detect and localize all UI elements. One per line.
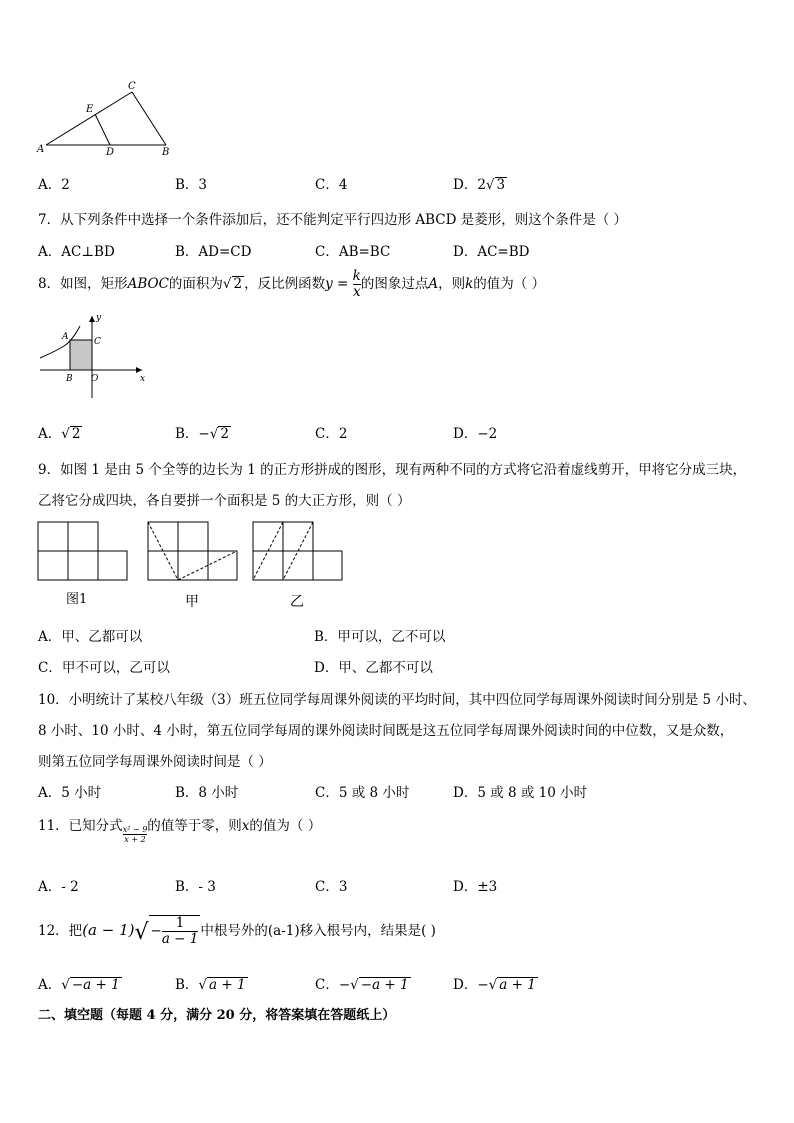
q11-stem-part: 的值为（ ）: [249, 818, 322, 834]
q12-option-b[interactable]: [175, 973, 248, 993]
label-C: C: [94, 337, 101, 347]
q11-fraction: [123, 826, 148, 844]
q12-option-d-label: D．−: [453, 977, 489, 993]
q11-option-c[interactable]: C．3: [315, 879, 348, 895]
q8-option-b-radicand: 2: [220, 426, 229, 442]
q8-stem-part: 的值为（ ）: [473, 276, 546, 292]
sqrt-icon: √: [61, 426, 70, 442]
q12-rad-den: a − 1: [161, 930, 199, 947]
section-2-heading: 二、填空题（每题 4 分，满分 20 分，将答案填在答题纸上）: [38, 1008, 396, 1023]
q8-equals: =: [332, 276, 353, 292]
q12-option-b-radicand: a + 1: [209, 977, 246, 993]
q8-stem-part: ，则: [438, 276, 466, 292]
q6-option-d[interactable]: [453, 173, 507, 193]
q6-option-a[interactable]: A．2: [38, 177, 70, 193]
figure-yi-label: 乙: [290, 594, 304, 610]
label-O: O: [91, 374, 99, 384]
q7-option-c[interactable]: C．AB=BC: [315, 244, 391, 260]
q12-rad-minus: −: [150, 923, 162, 939]
q10-option-a[interactable]: A．5 小时: [38, 785, 102, 801]
q12-option-c-label: C．−: [315, 977, 351, 993]
q9-option-b[interactable]: B．甲可以，乙不可以: [314, 629, 446, 645]
q8-option-c[interactable]: C．2: [315, 426, 348, 442]
q12-radicand: [149, 915, 201, 946]
q8-stem-part: 8．如图，矩形: [38, 276, 128, 292]
q12-stem: [38, 915, 436, 946]
q11-option-d[interactable]: D．±3: [453, 879, 498, 895]
label-C: C: [128, 81, 136, 92]
q12-option-d-radicand: a + 1: [499, 977, 536, 993]
figure-1-label: 图1: [66, 592, 88, 607]
q12-option-c[interactable]: [315, 973, 411, 993]
q6-option-d-label: D．2: [453, 177, 486, 193]
q8-point-a: A: [428, 276, 439, 292]
q7-option-b[interactable]: B．AD=CD: [175, 244, 252, 260]
label-D: D: [106, 147, 115, 158]
q6-option-b[interactable]: B．3: [175, 177, 208, 193]
q8-option-b-label: B．−: [175, 426, 210, 442]
q11-stem-part: 的值等于零，则: [147, 818, 242, 834]
q9-option-c[interactable]: C．甲不可以，乙可以: [38, 660, 170, 676]
label-y: y: [96, 313, 102, 323]
label-A: A: [62, 332, 69, 342]
q8-k-var: k: [465, 276, 474, 292]
q12-factor: (a − 1): [82, 921, 135, 939]
label-B: B: [162, 147, 170, 158]
sqrt-icon: √: [488, 977, 498, 993]
q9-option-a[interactable]: A．甲、乙都可以: [38, 629, 143, 645]
q8-area-value: 2: [233, 276, 243, 292]
q9-option-d[interactable]: D．甲、乙都不可以: [314, 660, 433, 676]
q7-option-a[interactable]: A．AC⊥BD: [38, 244, 115, 260]
q8-stem-part: ，反比例函数: [244, 276, 326, 292]
q8-option-a-radicand: 2: [71, 426, 81, 442]
q11-stem: [38, 814, 321, 844]
q11-frac-num: x² − 9: [122, 825, 148, 834]
q10-option-b[interactable]: B．8 小时: [175, 785, 239, 801]
sqrt-icon: √: [61, 977, 70, 993]
q12-option-b-label: B．: [175, 977, 199, 993]
q12-option-c-radicand: −a + 1: [360, 977, 409, 993]
sqrt-icon: √: [134, 920, 149, 945]
q11-option-a[interactable]: A．- 2: [38, 879, 79, 895]
q7-option-d[interactable]: D．AC=BD: [453, 244, 530, 260]
q12-stem-part: 12．把: [38, 923, 83, 939]
q11-x-var: x: [241, 818, 250, 834]
q9-stem-line2: 乙将它分成四块，各自要拼一个面积是 5 的大正方形，则（ ）: [38, 493, 411, 509]
sqrt-icon: √: [222, 276, 232, 292]
q10-option-c[interactable]: C．5 或 8 小时: [315, 785, 410, 801]
q8-frac-den: x: [352, 283, 361, 300]
q11-stem-part: 11．已知分式: [38, 818, 123, 834]
q12-option-a-radicand: −a + 1: [71, 977, 120, 993]
q12-stem-part: 中根号外的(a-1)移入根号内，结果是( ): [200, 923, 436, 939]
q12-option-d[interactable]: [453, 973, 538, 993]
sqrt-icon: √: [350, 977, 359, 993]
q10-stem-line1: 10．小明统计了某校八年级（3）班五位同学每周课外阅读的平均时间，其中四位同学每周课外阅读时间分别是 5 小时、: [38, 692, 756, 708]
q6-option-d-radicand: 3: [496, 177, 506, 193]
q12-option-a[interactable]: [38, 973, 122, 993]
q10-option-d[interactable]: D．5 或 8 或 10 小时: [453, 785, 588, 801]
q8-stem-part: 的图象过点: [360, 276, 429, 292]
q7-stem: 7．从下列条件中选择一个条件添加后，还不能判定平行四边形 ABCD 是菱形，则这个条件是（ ）: [38, 212, 628, 228]
q8-stem-part: 的面积为: [168, 276, 223, 292]
q11-frac-den: x + 2: [124, 835, 146, 844]
q9-stem-line1: 9．如图 1 是由 5 个全等的边长为 1 的正方形拼成的图形，现有两种不同的方式将它沿着虚线剪开，甲将它分成三块，: [38, 462, 747, 478]
q8-rect-name: ABOC: [127, 276, 169, 292]
q12-rad-fraction: [162, 917, 199, 946]
q6-option-c[interactable]: C．4: [315, 177, 348, 193]
q12-rad-num: 1: [175, 915, 185, 931]
sqrt-icon: √: [198, 977, 208, 993]
label-B: B: [66, 374, 73, 384]
q10-stem-line3: 则第五位同学每周课外阅读时间是（ ）: [38, 754, 272, 770]
q10-stem-line2: 8 小时、10 小时、4 小时，第五位同学每周的课外阅读时间既是这五位同学每周课外阅读时间的中位数，又是众数，: [38, 723, 734, 739]
q12-option-a-label: A．: [38, 977, 62, 993]
q8-option-d[interactable]: D．−2: [453, 426, 498, 442]
q8-y-var: y: [325, 276, 333, 292]
q8-option-a-label: A．: [38, 426, 62, 442]
sqrt-icon: √: [209, 426, 219, 442]
figure-jia-label: 甲: [185, 594, 199, 610]
q8-frac-num: k: [352, 268, 361, 284]
square-figures: [0, 0, 360, 620]
sqrt-icon: √: [485, 177, 495, 193]
label-E: E: [86, 104, 94, 115]
label-x: x: [140, 374, 146, 384]
label-A: A: [37, 144, 45, 155]
q11-option-b[interactable]: B．- 3: [175, 879, 216, 895]
